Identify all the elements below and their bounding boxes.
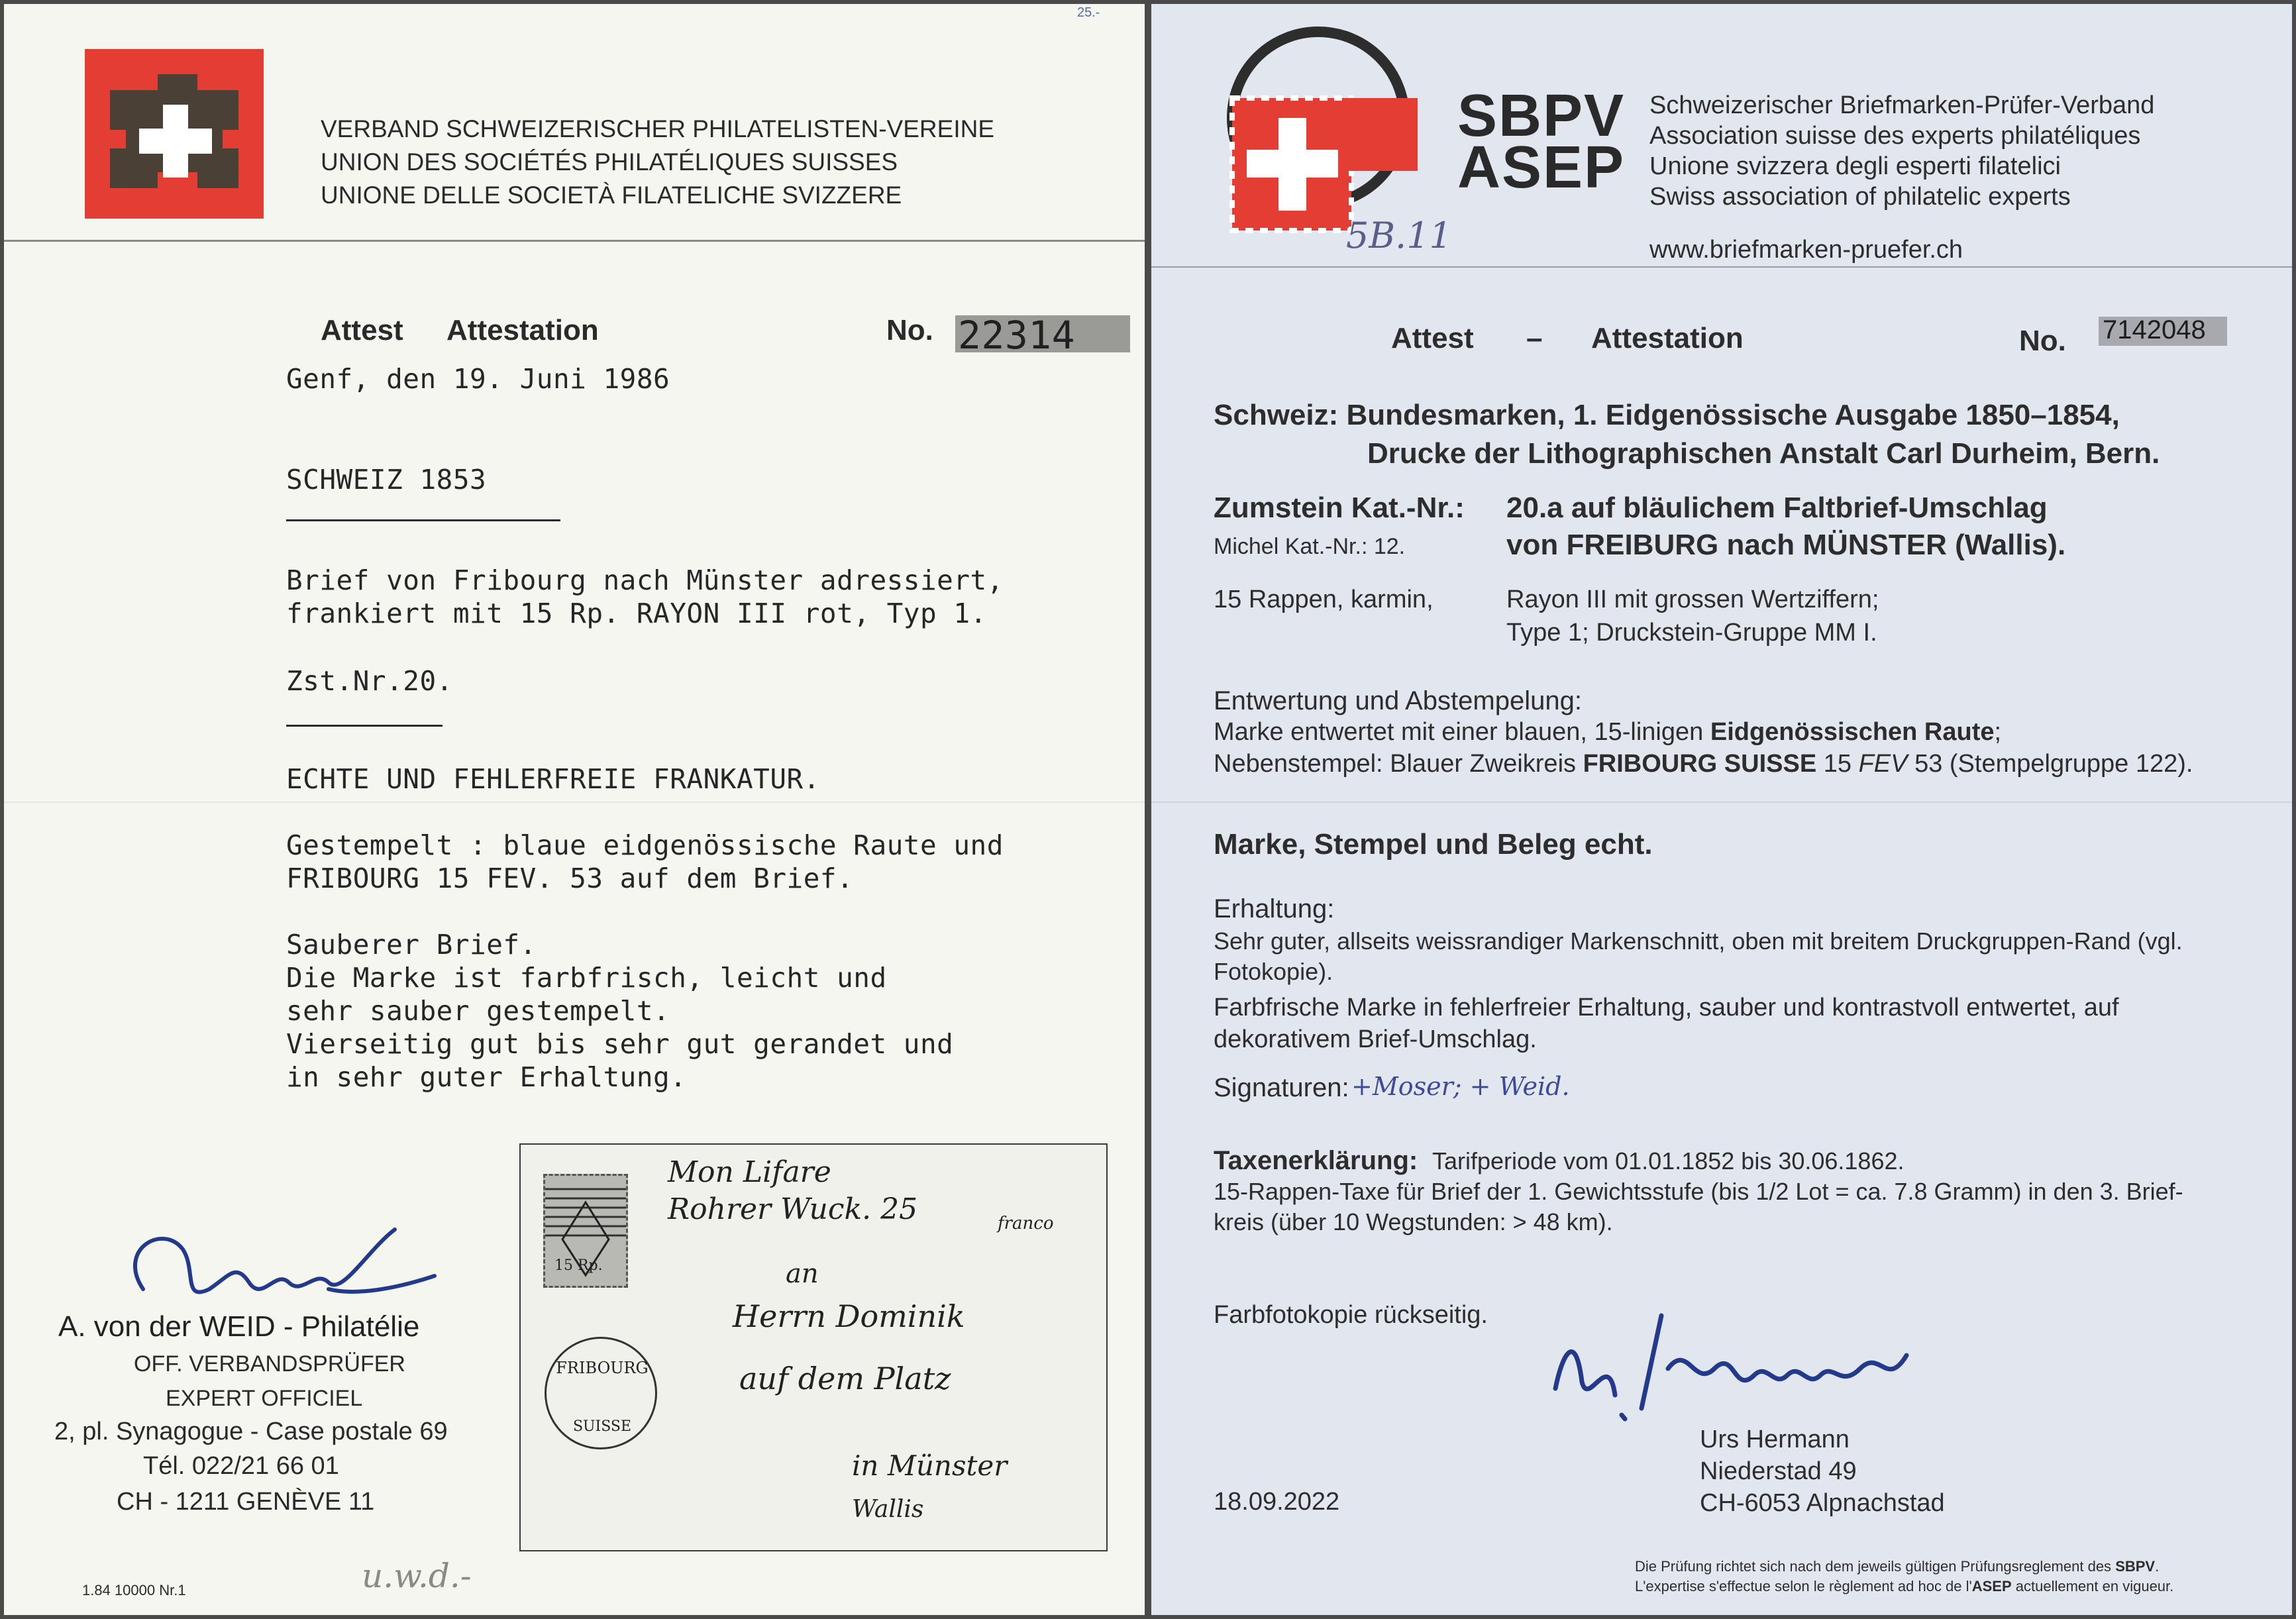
org-website[interactable]: www.briefmarken-pruefer.ch <box>1649 236 1963 264</box>
signer-name: Urs Hermann <box>1700 1426 1850 1453</box>
condition-line-3: Farbfrische Marke in fehlerfreier Erhaltung, sauber und kontrastvoll entwertet, auf <box>1214 994 2119 1021</box>
catalog-number: Zst.Nr.20. <box>286 665 453 697</box>
expert-address: 2, pl. Synagogue - Case postale 69 <box>54 1418 448 1445</box>
photocopy-note: Farbfotokopie rückseitig. <box>1214 1301 1488 1329</box>
description-line-1: Brief von Fribourg nach Münster adressiert, <box>286 564 1004 596</box>
tax-line-2: 15-Rappen-Taxe für Brief der 1. Gewichtsstufe (bis 1/2 Lot = ca. 7.8 Gramm) in den 3. Brief- <box>1214 1178 2183 1205</box>
genuine-statement: Marke, Stempel und Beleg echt. <box>1214 828 1653 861</box>
header-divider <box>1151 266 2292 268</box>
attest-number: 22314 <box>958 313 1076 358</box>
zumstein-value: 20.a auf bläulichem Faltbrief-Umschlag <box>1506 492 2048 524</box>
condition-heading: Erhaltung: <box>1214 894 1335 923</box>
header-divider <box>4 240 1145 242</box>
envelope-line-4: Herrn Dominik <box>733 1298 965 1334</box>
tax-line-1: Tarifperiode vom 01.01.1852 bis 30.06.1862. <box>1432 1147 1905 1175</box>
attest-label: Attest <box>1391 322 1474 354</box>
attest-label: Attest <box>321 314 403 346</box>
cancel-line-1: Gestempelt : blaue eidgenössische Raute und <box>286 829 1004 861</box>
expert-phone: Tél. 022/21 66 01 <box>143 1452 339 1480</box>
logo-sbpv: SBPV <box>1457 83 1626 149</box>
condition-line-2: Fotokopie). <box>1214 958 1333 985</box>
signatures-label: Signaturen: <box>1214 1073 1349 1102</box>
footer-line-1: Die Prüfung richtet sich nach dem jeweils gültigen Prüfungsreglement des SBPV. <box>1635 1558 2160 1575</box>
expert-role-de: OFF. VERBANDSPRÜFER <box>134 1351 405 1377</box>
envelope-line-3: an <box>786 1259 819 1289</box>
cancel-line-1: Marke entwertet mit einer blauen, 15-linigen Eidgenössischen Raute; <box>1214 718 2002 746</box>
attestation-label: Attestation <box>1591 322 1744 354</box>
logo-asep: ASEP <box>1457 134 1626 201</box>
swiss-cross-logo <box>85 49 264 219</box>
fribourg-postmark: FRIBOURG SUISSE <box>545 1337 657 1449</box>
left-attest-document <box>4 4 1145 1615</box>
cancel-heading: Entwertung und Abstempelung: <box>1214 686 1582 715</box>
signer-street: Niederstad 49 <box>1700 1457 1857 1485</box>
paper-fold <box>1151 802 2292 803</box>
attest-dash: – <box>1526 322 1543 354</box>
attestation-label: Attestation <box>446 314 599 346</box>
stamp-rayon-iii <box>543 1174 628 1288</box>
attest-number: 7142048 <box>2103 315 2206 344</box>
org-it: Unione svizzera degli esperti filatelici <box>1649 152 2061 180</box>
condition-line-4: dekorativem Brief-Umschlag. <box>1214 1025 1537 1053</box>
cancel-line-2: FRIBOURG 15 FEV. 53 auf dem Brief. <box>286 862 854 894</box>
org-name-fr: UNION DES SOCIÉTÉS PHILATÉLIQUES SUISSES <box>321 148 898 176</box>
zumstein-label: Zumstein Kat.-Nr.: <box>1214 492 1465 524</box>
condition-line-3: sehr sauber gestempelt. <box>286 995 670 1027</box>
reference-code: 5B.11 <box>1346 215 1452 256</box>
rappen-value-1: Rayon III mit grossen Wertziffern; <box>1506 586 1879 613</box>
number-label: No. <box>2019 325 2066 357</box>
condition-line-1: Sauberer Brief. <box>286 929 537 961</box>
tax-label: Taxenerklärung: <box>1214 1146 1418 1175</box>
country-year: SCHWEIZ 1853 <box>286 464 487 496</box>
description-line-2: frankiert mit 15 Rp. RAYON III rot, Typ 1. <box>286 598 987 629</box>
signer-city: CH-6053 Alpnachstad <box>1700 1489 1945 1517</box>
tax-line-3: kreis (über 10 Wegstunden: > 48 km). <box>1214 1208 1613 1235</box>
verdict: ECHTE UND FEHLERFREIE FRANKATUR. <box>286 763 820 795</box>
handwritten-initials: u.w.d.- <box>362 1557 472 1595</box>
envelope-line-5: auf dem Platz <box>739 1361 951 1396</box>
rule-1 <box>286 519 560 521</box>
issue-date: 18.09.2022 <box>1214 1488 1340 1516</box>
puzzle-cross-icon <box>85 49 264 219</box>
org-name-it: UNIONE DELLE SOCIETÀ FILATELICHE SVIZZERE <box>321 182 902 209</box>
michel-value: von FREIBURG nach MÜNSTER (Wallis). <box>1506 529 2066 561</box>
envelope-line-2: Rohrer Wuck. 25 <box>668 1192 918 1226</box>
org-name-de: VERBAND SCHWEIZERISCHER PHILATELISTEN-VEREINE <box>321 115 994 142</box>
envelope-line-7: Wallis <box>852 1496 924 1523</box>
org-fr: Association suisse des experts philatéliques <box>1649 122 2141 150</box>
condition-line-5: in sehr guter Erhaltung. <box>286 1061 687 1093</box>
title-line-2: Drucke der Lithographischen Anstalt Carl Durheim, Bern. <box>1367 437 2160 470</box>
rappen-value-2: Type 1; Druckstein-Gruppe MM I. <box>1506 619 1877 647</box>
org-en: Swiss association of philatelic experts <box>1649 183 2071 211</box>
title-line-1: Schweiz: Bundesmarken, 1. Eidgenössische Ausgabe 1850–1854, <box>1214 399 2120 431</box>
envelope-line-6: in Münster <box>852 1449 1008 1482</box>
corner-mark: 25.- <box>1077 5 1100 20</box>
place-date: Genf, den 19. Juni 1986 <box>286 363 670 395</box>
condition-line-2: Die Marke ist farbfrisch, leicht und <box>286 962 887 994</box>
org-de: Schweizerischer Briefmarken-Prüfer-Verband <box>1649 91 2155 119</box>
expert-city: CH - 1211 GENÈVE 11 <box>117 1488 375 1516</box>
footer-line-2: L'expertise s'effectue selon le règlement ad hoc de l'ASEP actuellement en vigueur. <box>1635 1578 2174 1594</box>
examiner-signature <box>1536 1289 1933 1441</box>
rule-2 <box>286 725 443 727</box>
right-attest-document <box>1151 4 2292 1615</box>
envelope-line-1: Mon Lifare <box>668 1155 831 1189</box>
expert-name: A. von der WEID - Philatélie <box>58 1310 420 1343</box>
cancel-line-2: Nebenstempel: Blauer Zweikreis FRIBOURG SUISSE 15 FEV 53 (Stempelgruppe 122). <box>1214 750 2193 778</box>
signatures-value: +Moser; + Weid. <box>1351 1072 1570 1101</box>
number-label: No. <box>886 314 933 346</box>
envelope-franco: franco <box>998 1214 1054 1233</box>
michel-label: Michel Kat.-Nr.: 12. <box>1214 534 1406 559</box>
condition-line-1: Sehr guter, allseits weissrandiger Markenschnitt, oben mit breitem Druckgruppen-Rand (vgl. <box>1214 927 2183 955</box>
envelope-photocopy <box>519 1143 1108 1551</box>
paper-fold <box>4 802 1145 803</box>
rappen-label: 15 Rappen, karmin, <box>1214 586 1434 613</box>
print-code: 1.84 10000 Nr.1 <box>82 1582 186 1598</box>
expert-role-fr: EXPERT OFFICIEL <box>166 1386 363 1411</box>
condition-line-4: Vierseitig gut bis sehr gut gerandet und <box>286 1028 954 1060</box>
stamp-value: 15 Rp. <box>554 1257 603 1274</box>
